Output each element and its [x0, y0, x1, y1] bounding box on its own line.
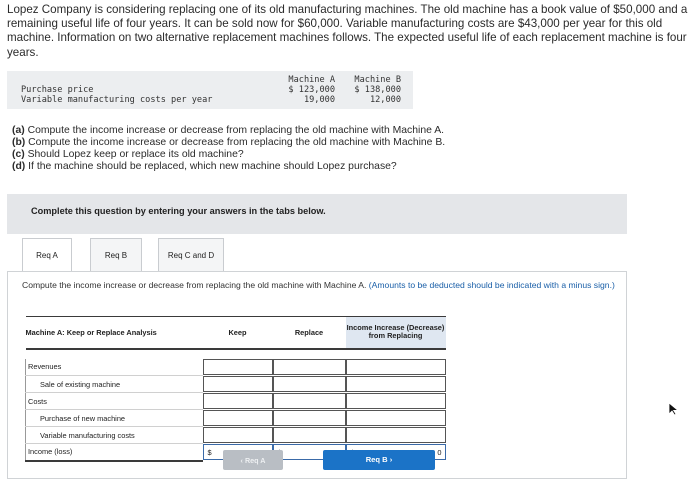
prev-req-button[interactable] [223, 450, 283, 470]
machine-b-header: Machine B [354, 75, 401, 85]
tab-req-a[interactable]: Req A [22, 238, 72, 272]
sale-income-input[interactable] [346, 376, 446, 392]
machine-a-price: $ 123,000 [288, 85, 335, 95]
instruction-text: Compute the income increase or decrease from replacing the old machine with Machine A. (Amounts to be deducted should be indicated with a minus sign.) [22, 280, 615, 290]
purchase-income-input[interactable] [346, 410, 446, 426]
costs-keep-input[interactable] [203, 393, 273, 409]
table-row [26, 376, 446, 393]
requirement-d: (d) If the machine should be replaced, which new machine should Lopez purchase? [12, 161, 397, 172]
income-loss-label: Income (loss) [26, 444, 203, 461]
revenues-label: Revenues [26, 359, 203, 376]
revenues-income-input[interactable] [346, 359, 446, 375]
chevron-right-icon: › [389, 455, 393, 464]
sale-existing-machine-label: Sale of existing machine [26, 376, 203, 393]
machine-a-header: Machine A [288, 75, 335, 85]
variable-replace-input[interactable] [273, 427, 346, 443]
complete-prompt-bar [7, 194, 627, 234]
replace-column-header: Replace [273, 317, 346, 349]
costs-label: Costs [26, 393, 203, 410]
income-total-value: 0 [437, 448, 442, 457]
keep-currency: $ [207, 448, 212, 457]
keep-column-header: Keep [203, 317, 273, 349]
sale-replace-input[interactable] [273, 376, 346, 392]
problem-statement: Lopez Company is considering replacing one of its old manufacturing machines. The old machine has a book value of $50,000 and a remaining useful life of four years. It can be sold now for $60,000. Variable manufacturing costs are $43,000 per year for this old machine. Information on two alternative replacement machines follows. The expected useful life of each replacement machine is four years. [7, 3, 688, 59]
purchase-replace-input[interactable] [273, 410, 346, 426]
table-row [26, 359, 446, 376]
table-row [26, 393, 446, 410]
sale-keep-input[interactable] [203, 376, 273, 392]
requirements-list [12, 125, 612, 173]
keep-or-replace-table [25, 316, 446, 462]
machine-b-variable-costs: 12,000 [369, 95, 401, 105]
machine-b-price: $ 138,000 [354, 85, 401, 95]
variable-manufacturing-costs-label: Variable manufacturing costs [26, 427, 203, 444]
table-title: Machine A: Keep or Replace Analysis [26, 317, 203, 349]
table-row [26, 349, 446, 359]
income-column-header: Income Increase (Decrease) from Replacing [346, 317, 446, 349]
machines-table [7, 71, 413, 109]
mouse-cursor-icon [668, 402, 680, 416]
variable-keep-input[interactable] [203, 427, 273, 443]
requirement-a: (a) Compute the income increase or decrease from replacing the old machine with Machine A. [12, 125, 445, 136]
revenues-replace-input[interactable] [273, 359, 346, 375]
tab-req-b[interactable]: Req B [90, 238, 142, 272]
complete-prompt-text: Complete this question by entering your answers in the tabs below. [31, 206, 326, 216]
table-header-row [26, 317, 446, 349]
purchase-price-label: Purchase price [21, 85, 94, 95]
table-row [26, 427, 446, 444]
next-req-label: Req B [365, 455, 388, 464]
variable-costs-label: Variable manufacturing costs per year [21, 95, 213, 105]
next-req-button[interactable] [323, 450, 435, 470]
costs-replace-input[interactable] [273, 393, 346, 409]
tab-req-c-and-d[interactable]: Req C and D [158, 238, 224, 272]
purchase-new-machine-label: Purchase of new machine [26, 410, 203, 427]
costs-income-input[interactable] [346, 393, 446, 409]
prev-req-label: Req A [244, 456, 266, 465]
revenues-keep-input[interactable] [203, 359, 273, 375]
chevron-left-icon: ‹ [240, 456, 243, 465]
requirement-b: (b) Compute the income increase or decrease from replacing the old machine with Machine B. [12, 137, 446, 148]
variable-income-input[interactable] [346, 427, 446, 443]
machine-a-variable-costs: 19,000 [303, 95, 335, 105]
requirement-c: (c) Should Lopez keep or replace its old machine? [12, 149, 244, 160]
table-row [26, 410, 446, 427]
purchase-keep-input[interactable] [203, 410, 273, 426]
